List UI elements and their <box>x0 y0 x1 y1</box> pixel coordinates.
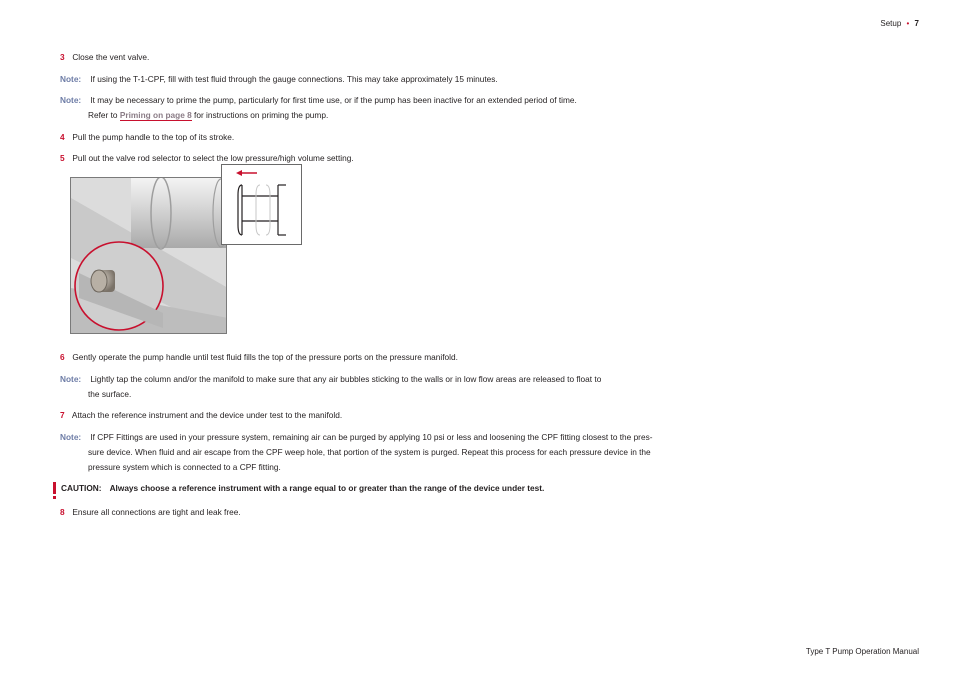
page-footer: Type T Pump Operation Manual <box>805 647 919 656</box>
note-text: If CPF Fittings are used in your pressure system, remaining air can be purged by applying 10 psi or less and loosening the CPF fitting closest to the pres- <box>90 432 653 442</box>
caution-box <box>61 481 711 496</box>
note-text-continued: the surface. <box>88 389 132 399</box>
note-3 <box>60 372 710 402</box>
step-6 <box>60 350 710 365</box>
step-text: Pull out the valve rod selector to select the low pressure/high volume setting. <box>72 153 354 163</box>
note-label: Note: <box>60 74 82 84</box>
note-text-prefix: Refer to <box>88 110 120 120</box>
step-text: Close the vent valve. <box>72 52 150 62</box>
step-text: Attach the reference instrument and the device under test to the manifold. <box>71 410 343 420</box>
note-2 <box>60 93 710 123</box>
step-4 <box>60 130 710 145</box>
note-text: If using the T-1-CPF, fill with test fluid through the gauge connections. This may take approximately 15 minutes. <box>90 74 498 84</box>
valve-rod-diagram-icon <box>222 165 303 246</box>
step-text: Pull the pump handle to the top of its stroke. <box>72 132 235 142</box>
note-1 <box>60 72 710 87</box>
note-text-continued: sure device. When fluid and air escape from the CPF weep hole, that portion of the system is purged. Repeat this process for each pressure device in the <box>88 447 651 457</box>
step-number: 6 <box>60 352 65 362</box>
priming-link[interactable]: Priming on page 8 <box>119 110 192 120</box>
caution-label: CAUTION: <box>61 483 102 493</box>
step-number: 4 <box>60 132 65 142</box>
step-number: 5 <box>60 153 65 163</box>
pump-valve-photo <box>70 177 227 334</box>
header-separator: • <box>906 19 910 28</box>
note-text: It may be necessary to prime the pump, particularly for first time use, or if the pump has been inactive for an extended period of time. <box>90 95 577 105</box>
page-header <box>880 19 919 28</box>
note-text-continued: pressure system which is connected to a CPF fitting. <box>88 462 281 472</box>
step-text: Ensure all connections are tight and leak free. <box>72 507 241 517</box>
step-number: 8 <box>60 507 65 517</box>
valve-rod-inset <box>221 164 302 245</box>
step-5 <box>60 151 710 166</box>
step-number: 3 <box>60 52 65 62</box>
step-7 <box>60 408 710 423</box>
caution-text: Always choose a reference instrument with a range equal to or greater than the range of the device under test. <box>109 483 545 493</box>
pump-photo-illustration <box>71 178 227 334</box>
exclamation-icon <box>53 482 56 494</box>
note-4 <box>60 430 710 475</box>
header-page-number: 7 <box>914 19 919 28</box>
note-label: Note: <box>60 374 82 384</box>
note-label: Note: <box>60 95 82 105</box>
step-number: 7 <box>60 410 65 420</box>
note-text: Lightly tap the column and/or the manifold to make sure that any air bubbles sticking to the walls or in low flow areas are released to float to <box>90 374 602 384</box>
note-text-suffix: for instructions on priming the pump. <box>191 110 329 120</box>
step-8 <box>60 505 710 520</box>
header-section: Setup <box>880 19 902 28</box>
step-text: Gently operate the pump handle until test fluid fills the top of the pressure ports on the pressure manifold. <box>72 352 458 362</box>
step-3 <box>60 50 710 65</box>
note-label: Note: <box>60 432 82 442</box>
